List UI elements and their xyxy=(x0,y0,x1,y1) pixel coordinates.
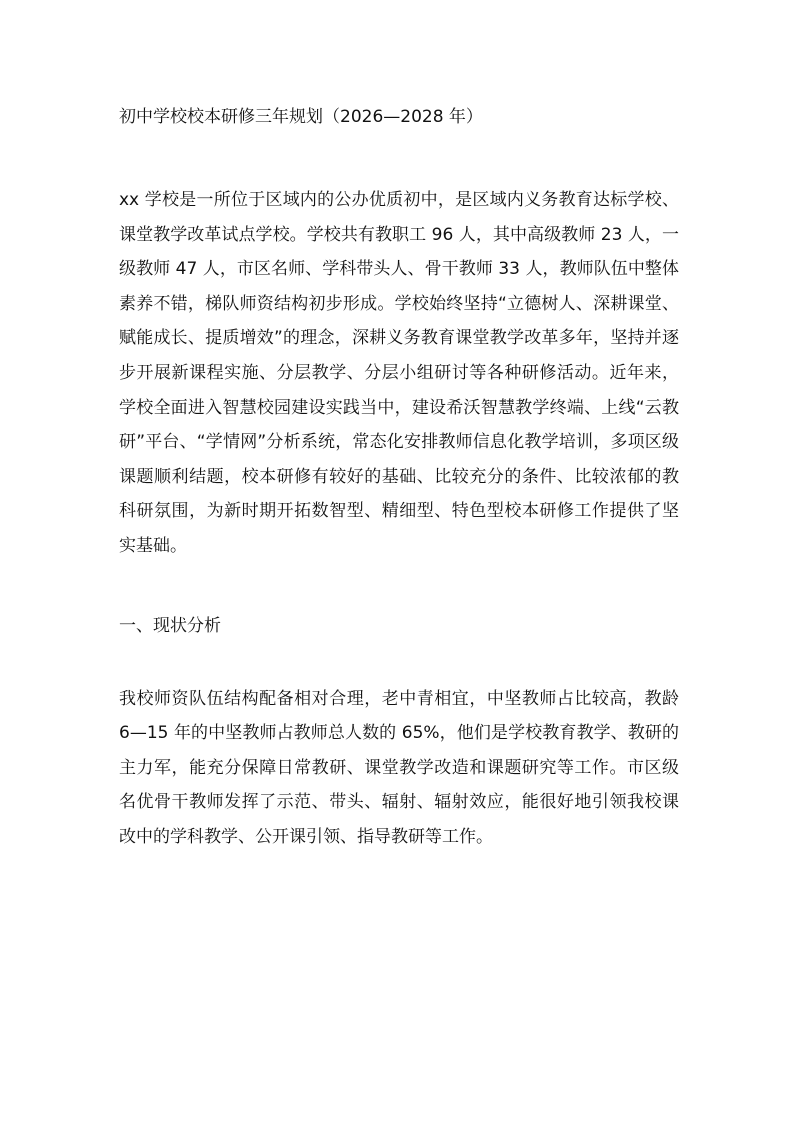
intro-paragraph: xx 学校是一所位于区域内的公办优质初中，是区域内义务教育达标学校、课堂教学改革试点学校。学校共有教职工 96 人，其中高级教师 23 人，一级教师 47 人，市区名师、学科带头人、骨干教师 33 人，教师队伍中整体素养不错，梯队师资结构初步形成。学校始终坚持“立德树人、深耕课堂、赋能成长、提质增效”的理念，深耕义务教育课堂教学改革多年，坚持并逐步开展新课程实施、分层教学、分层小组研讨等各种研修活动。近年来，学校全面进入智慧校园建设实践当中，建设希沃智慧教学终端、上线“云教研”平台、“学情网”分析系统，常态化安排教师信息化教学培训，多项区级课题顺利结题，校本研修有较好的基础、比较充分的条件、比较浓郁的教科研氛围，为新时期开拓数智型、精细型、特色型校本研修工作提供了坚实基础。 xyxy=(119,190,679,556)
status-analysis-paragraph: 我校师资队伍结构配备相对合理，老中青相宜，中坚教师占比较高，教龄 6—15 年的中坚教师占教师总人数的 65%，他们是学校教育教学、教研的主力军，能充分保障日常教研、课堂教学改造和课题研究等工作。市区级名优骨干教师发挥了示范、带头、辐射、辐射效应，能很好地引领我校课改中的学科教学、公开课引领、指导教研等工作。 xyxy=(119,688,679,847)
document-title: 初中学校校本研修三年规划（2026—2028 年） xyxy=(119,107,483,127)
document-body xyxy=(119,103,679,855)
section-heading-status-analysis: 一、现状分析 xyxy=(119,615,221,636)
